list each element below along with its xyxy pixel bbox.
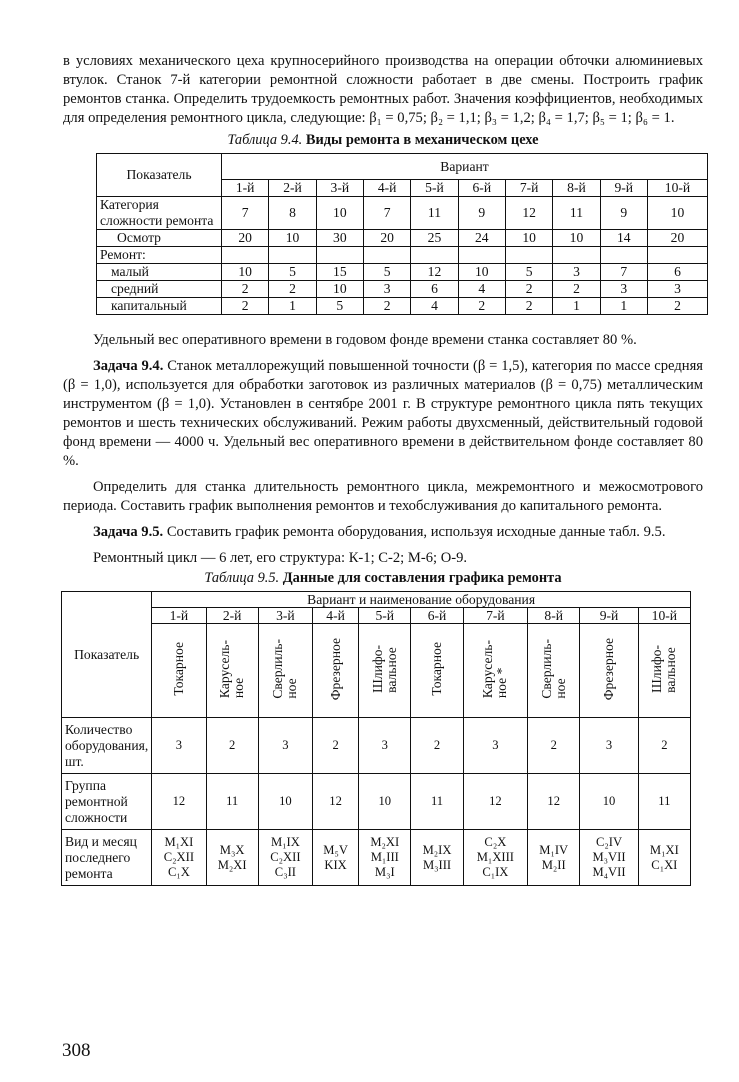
t94-cell — [647, 247, 707, 264]
t95-cell: 3 — [359, 718, 411, 774]
t95-cell: C₂IV M₃VII M₄VII — [580, 830, 638, 886]
t95-row-quantity — [62, 718, 691, 774]
t94-cell: 7 — [363, 197, 410, 230]
t94-cell: 20 — [647, 230, 707, 247]
t94-variant-2: 2-й — [269, 180, 316, 197]
t94-variant-6: 6-й — [458, 180, 505, 197]
t94-row-label: капитальный — [97, 298, 222, 315]
t95-variant-1: 1-й — [152, 608, 206, 624]
t94-cell: 10 — [316, 197, 363, 230]
t94-cell: 10 — [316, 281, 363, 298]
t95-cell: 3 — [580, 718, 638, 774]
t94-row-label: Категория сложности ремонта — [97, 197, 222, 230]
t95-equipment-name: Сверлиль- ное — [538, 639, 568, 699]
t95-header-variant: Вариант и наименование оборудования — [152, 592, 691, 608]
t94-variant-9: 9-й — [600, 180, 647, 197]
t94-row — [97, 230, 708, 247]
t95-cell: 11 — [206, 774, 258, 830]
t94-cell: 7 — [222, 197, 269, 230]
t95-cell: 11 — [638, 774, 690, 830]
t95-cell: 2 — [638, 718, 690, 774]
page-number: 308 — [62, 1040, 91, 1061]
t95-equipment-row — [62, 624, 691, 718]
t94-cell: 9 — [600, 197, 647, 230]
t94-cell — [269, 247, 316, 264]
t95-equipment-name: Карусель- ное * — [480, 639, 510, 699]
table-9-4-caption-title: Виды ремонта в механическом цехе — [305, 132, 539, 148]
t95-cell: 2 — [411, 718, 463, 774]
t95-variant-5: 5-й — [359, 608, 411, 624]
t95-variant-row — [62, 608, 691, 624]
t95-equipment-cell — [580, 624, 638, 718]
t95-cell: M₂XI M₁III M₃I — [359, 830, 411, 886]
t95-row-last-repair — [62, 830, 691, 886]
t94-cell: 2 — [222, 298, 269, 315]
t95-cell: 12 — [152, 774, 206, 830]
t94-cell: 5 — [505, 264, 552, 281]
t94-cell: 8 — [269, 197, 316, 230]
t95-cell: M₅V KIX — [313, 830, 359, 886]
t95-equipment-cell — [638, 624, 690, 718]
task-9-5-text: Составить график ремонта оборудования, используя исходные данные табл. 9.5. — [163, 524, 666, 540]
t95-cell: 3 — [258, 718, 312, 774]
table-9-4 — [96, 153, 708, 315]
table-9-5-caption-number: Таблица 9.5. — [204, 570, 280, 586]
t95-equipment-name: Фрезерное — [601, 637, 617, 701]
table-9-5 — [61, 591, 691, 886]
t94-cell: 3 — [600, 281, 647, 298]
table-9-4-caption — [63, 132, 703, 149]
table-9-5-caption — [63, 570, 703, 587]
t94-row-label: Осмотр — [97, 230, 222, 247]
t94-cell: 2 — [505, 298, 552, 315]
t94-variant-10: 10-й — [647, 180, 707, 197]
t95-equipment-name: Фрезерное — [327, 637, 343, 701]
t94-cell: 12 — [411, 264, 458, 281]
t95-cell: M₁IV M₂II — [528, 830, 580, 886]
t94-row — [97, 298, 708, 315]
t95-variant-4: 4-й — [313, 608, 359, 624]
t95-equipment-name: Карусель- ное — [217, 639, 247, 699]
t95-cell: M₂IX M₃III — [411, 830, 463, 886]
t95-equipment-cell — [206, 624, 258, 718]
t94-cell: 5 — [269, 264, 316, 281]
t94-cell: 11 — [553, 197, 600, 230]
t94-cell: 6 — [647, 264, 707, 281]
t95-cell: 12 — [313, 774, 359, 830]
t94-cell: 11 — [411, 197, 458, 230]
t95-cell: 2 — [528, 718, 580, 774]
t95-equipment-name: Токарное — [170, 642, 186, 696]
t94-cell: 3 — [363, 281, 410, 298]
t95-cell: 10 — [258, 774, 312, 830]
t94-cell: 2 — [505, 281, 552, 298]
t95-variant-7: 7-й — [463, 608, 527, 624]
t95-equipment-name: Шлифо- вальное — [369, 645, 399, 693]
t94-cell: 6 — [411, 281, 458, 298]
task-9-4-title: Задача 9.4. — [93, 358, 164, 374]
t94-cell: 20 — [222, 230, 269, 247]
t95-cell: 3 — [152, 718, 206, 774]
t94-row — [97, 264, 708, 281]
t94-row — [97, 247, 708, 264]
repair-cycle-paragraph: Ремонтный цикл — 6 лет, его структура: К-1; С-2; М-6; О-9. — [93, 550, 468, 566]
t95-variant-9: 9-й — [580, 608, 638, 624]
t95-row-label: Количество оборудования, шт. — [62, 718, 152, 774]
t95-cell: 3 — [463, 718, 527, 774]
t94-variant-7: 7-й — [505, 180, 552, 197]
t94-cell: 2 — [647, 298, 707, 315]
t94-cell — [553, 247, 600, 264]
t94-cell: 20 — [363, 230, 410, 247]
t94-row — [97, 281, 708, 298]
t95-cell: M₃X M₂XI — [206, 830, 258, 886]
t94-cell: 3 — [647, 281, 707, 298]
t94-cell: 1 — [600, 298, 647, 315]
t94-cell: 24 — [458, 230, 505, 247]
t94-cell: 7 — [600, 264, 647, 281]
t94-cell: 5 — [363, 264, 410, 281]
t94-variant-8: 8-й — [553, 180, 600, 197]
t94-cell: 10 — [458, 264, 505, 281]
t94-row-label: Ремонт: — [97, 247, 222, 264]
t94-cell — [458, 247, 505, 264]
t95-equipment-cell — [359, 624, 411, 718]
t94-cell: 14 — [600, 230, 647, 247]
t95-equipment-name: Шлифо- вальное — [649, 645, 679, 693]
t95-cell: 10 — [580, 774, 638, 830]
t95-equipment-cell — [411, 624, 463, 718]
t94-cell — [411, 247, 458, 264]
t94-cell: 10 — [269, 230, 316, 247]
t94-cell — [222, 247, 269, 264]
t95-row-complexity — [62, 774, 691, 830]
table-9-5-caption-title: Данные для составления графика ремонта — [282, 570, 562, 586]
t95-cell: M₁IX C₂XII C₃II — [258, 830, 312, 886]
t95-cell: M₁XI C₁XI — [638, 830, 690, 886]
t94-cell — [316, 247, 363, 264]
table-9-4-caption-number: Таблица 9.4. — [227, 132, 303, 148]
t94-cell: 1 — [269, 298, 316, 315]
t94-cell: 10 — [505, 230, 552, 247]
t95-variant-2: 2-й — [206, 608, 258, 624]
t94-cell: 2 — [553, 281, 600, 298]
t94-cell: 2 — [363, 298, 410, 315]
t94-cell: 12 — [505, 197, 552, 230]
t95-variant-10: 10-й — [638, 608, 690, 624]
t94-cell: 2 — [222, 281, 269, 298]
t95-equipment-cell — [528, 624, 580, 718]
task-9-4-paragraph — [63, 357, 703, 471]
task-9-5-paragraph — [63, 523, 703, 542]
t95-equipment-cell — [463, 624, 527, 718]
t94-cell: 30 — [316, 230, 363, 247]
t95-cell: 12 — [528, 774, 580, 830]
t94-cell — [505, 247, 552, 264]
t95-row-label: Вид и месяц последнего ремонта — [62, 830, 152, 886]
t95-variant-6: 6-й — [411, 608, 463, 624]
t95-variant-8: 8-й — [528, 608, 580, 624]
t95-cell: C₂X M₁XIII C₁IX — [463, 830, 527, 886]
t94-variant-4: 4-й — [363, 180, 410, 197]
t94-cell: 2 — [269, 281, 316, 298]
t94-header-variant: Вариант — [222, 154, 708, 180]
t94-cell: 5 — [316, 298, 363, 315]
t94-cell — [363, 247, 410, 264]
intro-paragraph: в условиях механического цеха крупносерийного производства на операции обточки алюминиевых втулок. Станок 7-й категории ремонтной сложности работает в две смены. Построить график ремонтов станка. Определить трудоемкость ремонтных работ. Значения коэффициентов, необходимых для определения ремонтного цикла, следующие: β₁ = 0,75; β₂ = 1,1; β₃ = 1,2; β₄ = 1,7; β₅ = 1; β₆ = 1. — [63, 53, 703, 126]
t95-cell: 10 — [359, 774, 411, 830]
t95-cell: 12 — [463, 774, 527, 830]
t95-header-indicator: Показатель — [62, 592, 152, 718]
task-9-4-text: Станок металлорежущий повышенной точности (β = 1,5), категория по массе средняя (β = 1,0), используется для обработки заготовок из различных материалов (β = 0,75) металлическим инструментом (β = 1,0). Установлен в сентябре 2001 г. В структуре ремонтного цикла пять текущих ремонтов и шесть технических обслуживаний. Режим работы двухсменный, действительный годовой фонд времени — 4000 ч. Удельный вес оперативного времени в действительном фонде составляет 80 %. — [63, 358, 703, 469]
t94-cell — [600, 247, 647, 264]
t94-cell: 25 — [411, 230, 458, 247]
t95-equipment-cell — [258, 624, 312, 718]
t94-variant-3: 3-й — [316, 180, 363, 197]
t94-cell: 2 — [458, 298, 505, 315]
t94-cell: 15 — [316, 264, 363, 281]
t95-cell: 2 — [313, 718, 359, 774]
page-content — [63, 52, 703, 886]
t94-cell: 4 — [458, 281, 505, 298]
t94-cell: 10 — [647, 197, 707, 230]
t94-cell: 4 — [411, 298, 458, 315]
t94-row-label: малый — [97, 264, 222, 281]
t94-body — [97, 197, 708, 315]
t95-cell: 11 — [411, 774, 463, 830]
t95-row-label: Группа ремонтной сложности — [62, 774, 152, 830]
t95-variant-3: 3-й — [258, 608, 312, 624]
t94-cell: 10 — [553, 230, 600, 247]
t95-cell: 2 — [206, 718, 258, 774]
t94-header-indicator: Показатель — [97, 154, 222, 197]
t94-row — [97, 197, 708, 230]
t95-equipment-cell — [152, 624, 206, 718]
t94-cell: 9 — [458, 197, 505, 230]
t95-equipment-name: Токарное — [429, 642, 445, 696]
task-9-4-question: Определить для станка длительность ремонтного цикла, межремонтного и межосмотрового периода. Составить график выполнения ремонтов и техобслуживания до капитального ремонта. — [63, 479, 703, 514]
t95-cell: M₁XI C₂XII C₁X — [152, 830, 206, 886]
t94-row-label: средний — [97, 281, 222, 298]
t94-cell: 10 — [222, 264, 269, 281]
t95-equipment-name: Сверлиль- ное — [270, 639, 300, 699]
t94-cell: 1 — [553, 298, 600, 315]
t94-cell: 3 — [553, 264, 600, 281]
t94-variant-1: 1-й — [222, 180, 269, 197]
t95-equipment-cell — [313, 624, 359, 718]
t94-variant-5: 5-й — [411, 180, 458, 197]
task-9-5-title: Задача 9.5. — [93, 524, 164, 540]
paragraph-operational-time: Удельный вес оперативного времени в годовом фонде времени станка составляет 80 %. — [93, 332, 637, 348]
